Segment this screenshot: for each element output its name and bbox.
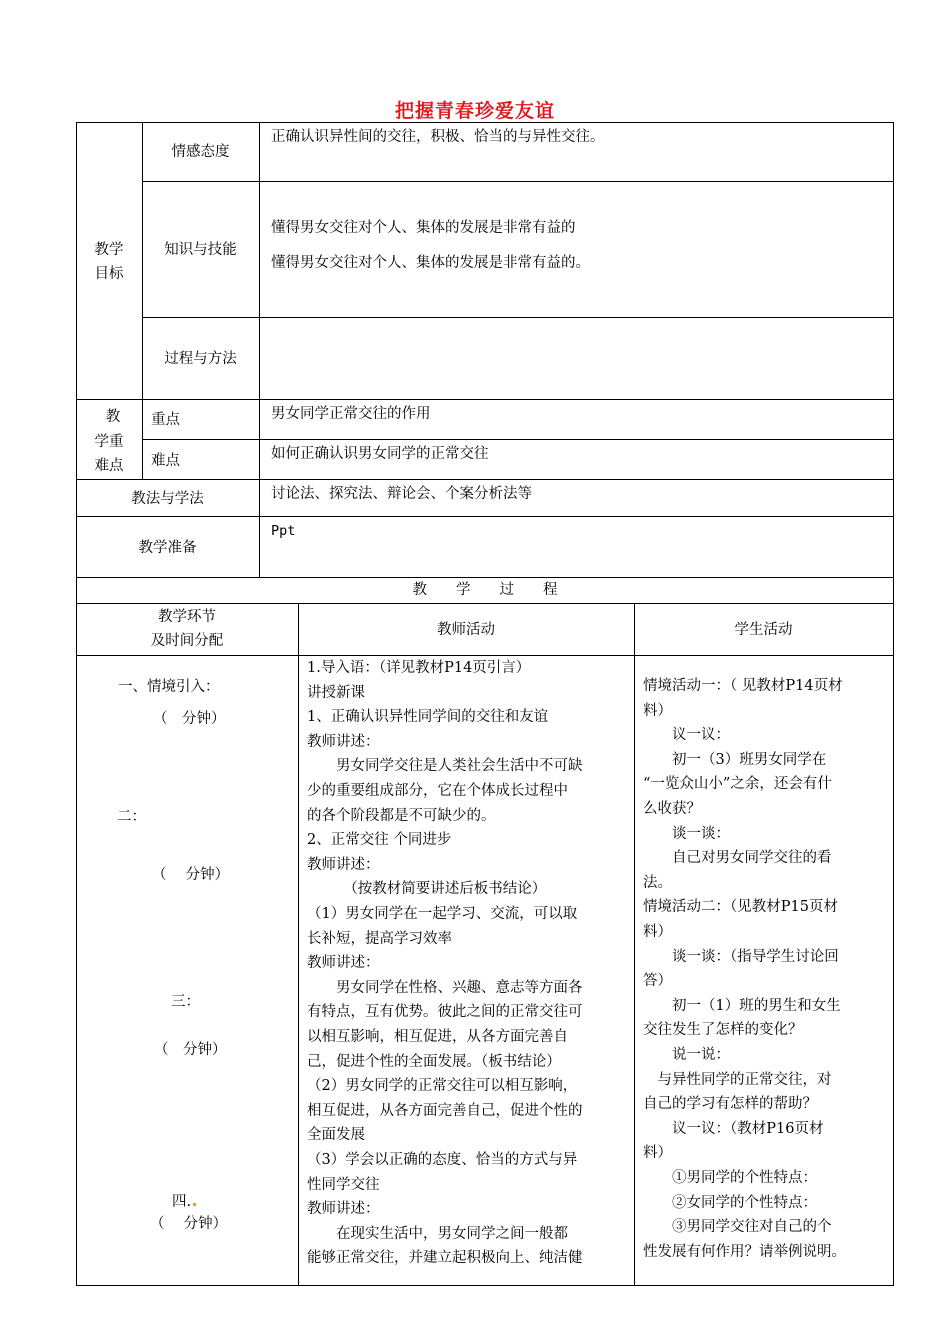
teacher-line: 在现实生活中，男女同学之间一般都 [307, 1225, 568, 1242]
teacher-line: 以相互影响，相互促进，从各方面完善自 [307, 1029, 568, 1045]
teacher-line: 己，促进个性的全面发展。（板书结论） [307, 1053, 561, 1070]
teacher-line: 教师讲述： [307, 955, 380, 972]
teacher-line: （2）男女同学的正常交往可以相互影响， [307, 1078, 578, 1095]
student-line: 情境活动二：（见教材P15页材 [643, 899, 838, 916]
student-line: 料） [643, 924, 672, 940]
stage-1-time: （ 分钟） [153, 711, 226, 727]
skill-text-2: 懂得男女交往对个人、集体的发展是非常有益的。 [271, 255, 590, 271]
student-line: 交往发生了怎样的变化？ [643, 1022, 803, 1039]
process-method-label: 过程与方法 [164, 351, 237, 367]
stage-4: 四. [172, 1190, 198, 1215]
student-line: ②女同学的个性特点： [643, 1194, 817, 1211]
student-line: 议一议： [643, 727, 730, 744]
student-line: 谈一谈： [643, 825, 730, 842]
skill-text-1: 懂得男女交往对个人、集体的发展是非常有益的 [271, 220, 576, 236]
teacher-line: 性同学交往 [307, 1176, 380, 1193]
difficulty-text: 如何正确认识男女同学的正常交往 [271, 446, 489, 462]
teacher-line: 的各个阶段都是不可缺少的。 [307, 807, 496, 824]
keypoints-label-3: 难点 [94, 458, 124, 474]
student-line: 料） [643, 702, 672, 719]
methods-text: 讨论法、探究法、辩论会、个案分析法等 [271, 486, 532, 502]
student-line: 性发展有何作用？请举例说明。 [643, 1243, 846, 1260]
student-line: 自己对男女同学交往的看 [643, 850, 832, 867]
teacher-line: 男女同学交往是人类社会生活中不可缺 [307, 758, 583, 775]
teacher-line: 2、正常交往 个同进步 [307, 832, 452, 849]
document-title: 把握青春珍爱友谊 [394, 100, 555, 122]
teacher-line: 相互促进，从各方面完善自己，促进个性的 [307, 1102, 583, 1119]
teacher-line: 教师讲述： [307, 856, 380, 873]
teacher-line: 1.导入语：（详见教材P14页引言） [307, 660, 531, 676]
preparation-text: Ppt [271, 523, 296, 539]
student-line: 议一议：（教材P16页材 [643, 1120, 824, 1137]
teacher-line: 长补短，提高学习效率 [307, 930, 452, 947]
keypoints-label-1: 教 [105, 409, 121, 425]
col-student: 学生活动 [734, 622, 793, 638]
student-line: 谈一谈：（指导学生讨论回 [643, 948, 839, 965]
stage-1: 一、情境引入： [118, 679, 220, 695]
teacher-line: 教师讲述： [307, 733, 380, 750]
col-stage-2: 及时间分配 [150, 633, 224, 649]
teacher-line: 1、正确认识异性同学间的交往和友谊 [307, 709, 549, 726]
stage-3: 三： [171, 994, 200, 1010]
stage-2-time: （ 分钟） [152, 867, 230, 883]
emotion-text: 正确认识异性间的交往，积极、恰当的与异性交往。 [271, 129, 605, 145]
focus-text: 男女同学正常交往的作用 [271, 406, 431, 422]
student-line: 初一（3）班男女同学在 [643, 751, 827, 768]
student-line: 答） [643, 973, 672, 990]
teacher-line: 讲授新课 [307, 684, 365, 701]
student-line: 初一（1）班的男生和女生 [643, 997, 841, 1014]
stage-2: 二： [117, 809, 146, 825]
goals-label-1: 教学 [94, 242, 124, 258]
focus-label: 重点 [151, 412, 180, 428]
teacher-line: 男女同学在性格、兴趣、意志等方面各 [307, 979, 583, 996]
teacher-line: （3）学会以正确的态度、恰当的方式与异 [307, 1152, 578, 1168]
keypoints-label-2: 学重 [94, 434, 124, 450]
student-line: 说一说： [643, 1047, 730, 1063]
student-line: 法。 [643, 874, 672, 891]
student-line: “一览众山小”之余，还会有什 [643, 776, 832, 793]
student-line: 与异性同学的正常交往，对 [643, 1071, 832, 1088]
student-line: 自己的学习有怎样的帮助？ [643, 1096, 817, 1113]
student-line: 么收获？ [643, 801, 701, 817]
emotion-label: 情感态度 [171, 144, 230, 160]
student-line: ③男同学交往对自己的个 [643, 1219, 832, 1236]
mark-dot [193, 1203, 196, 1206]
teacher-line: （1）男女同学在一起学习、交流，可以取 [307, 906, 578, 922]
col-teacher: 教师活动 [437, 622, 495, 638]
process-header: 教 学 过 程 [412, 582, 558, 598]
methods-label: 教法与学法 [131, 491, 204, 507]
student-line: ①男同学的个性特点： [643, 1170, 817, 1186]
difficulty-label: 难点 [151, 453, 180, 469]
student-line: 料） [643, 1145, 672, 1162]
teacher-line: 能够正常交往，并建立起积极向上、纯洁健 [307, 1250, 583, 1267]
stage-4-time: （ 分钟） [150, 1216, 228, 1232]
teacher-line: （按教材简要讲述后板书结论） [307, 881, 547, 898]
student-line: 情境活动一：（ 见教材P14页材 [643, 678, 843, 694]
stage-3-time: （ 分钟） [154, 1042, 227, 1058]
teacher-line: 全面发展 [307, 1127, 365, 1144]
col-stage-1: 教学环节 [158, 609, 216, 625]
preparation-label: 教学准备 [138, 540, 197, 556]
teacher-line: 教师讲述： [307, 1201, 380, 1218]
skill-label: 知识与技能 [164, 242, 237, 258]
teacher-line: 有特点，互有优势。彼此之间的正常交往可 [307, 1004, 583, 1021]
goals-label-2: 目标 [94, 266, 124, 282]
teacher-line: 少的重要组成部分，它在个体成长过程中 [307, 783, 568, 799]
